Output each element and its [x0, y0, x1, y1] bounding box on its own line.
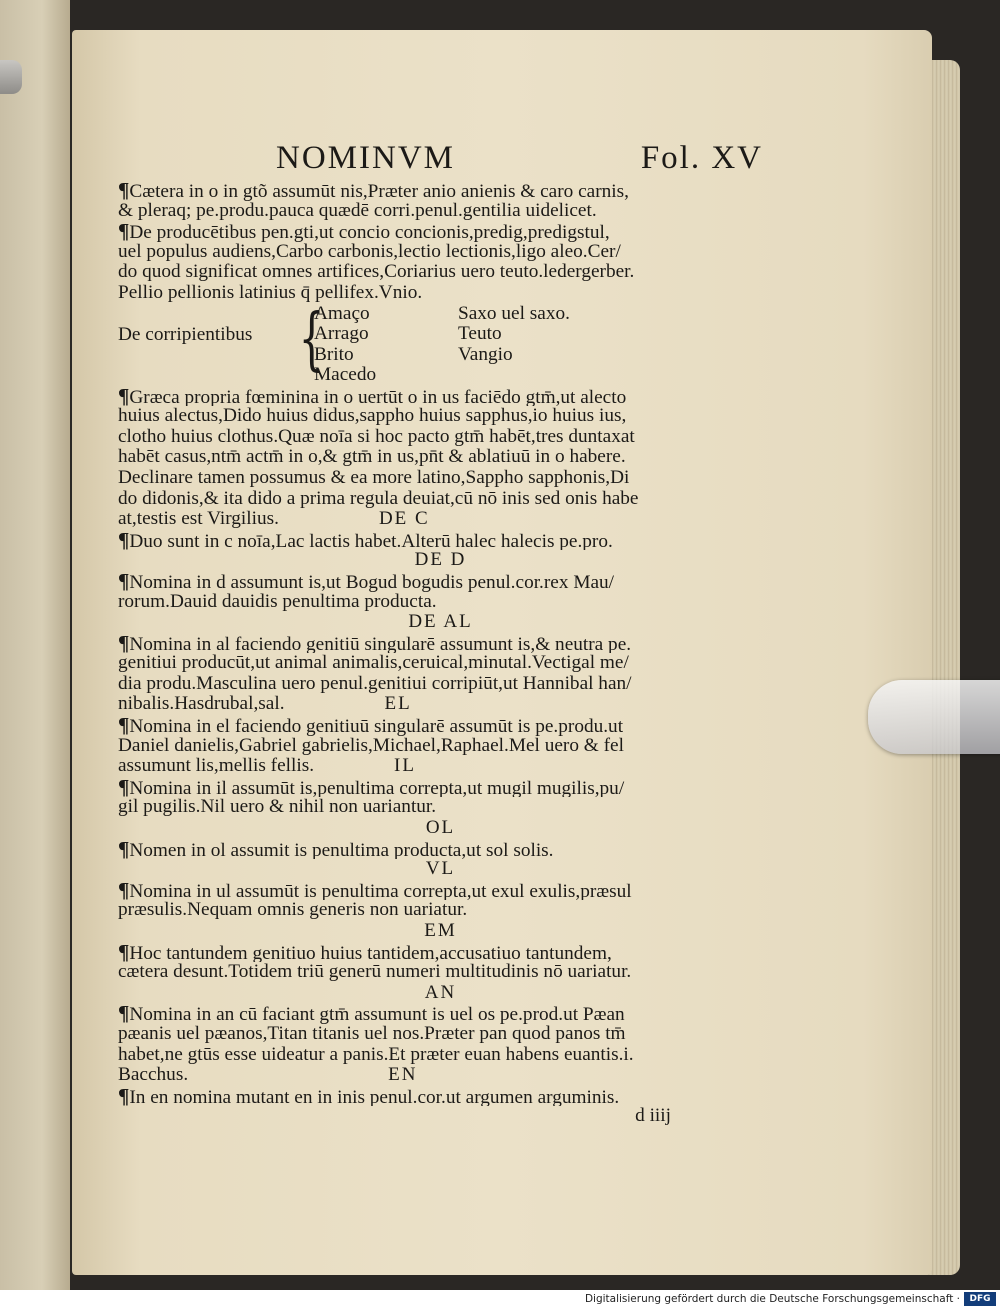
- section-heading-ded: DE D: [414, 550, 467, 571]
- section-heading-an: AN: [424, 982, 457, 1003]
- signature-mark: d iiij: [635, 1106, 671, 1127]
- text-line: gil pugilis.Nil uero & nihil non uariantur.: [118, 797, 437, 818]
- text-line: habet,ne gtūs esse uideatur a panis.Et præter euan habens euantis.i.: [118, 1044, 634, 1065]
- section-heading-em: EM: [424, 921, 457, 941]
- text-line: habēt casus,ntm̄ actm̄ in o,& gtm̄ in us,pn̄t & ablatiuū in o habere.: [118, 447, 626, 468]
- text-line: pæanis uel pæanos,Titan titanis uel nos.Præter pan quod panos tm̄: [118, 1023, 626, 1044]
- text-line: do didonis,& ita dido a prima regula deuiat,cū nō inis sed onis habe: [118, 488, 639, 509]
- text-line: præsulis.Nequam omnis generis non uariatur.: [118, 900, 468, 921]
- text-line: Declinare tamen possumus & ea more latino,Sappho sapphonis,Di: [118, 467, 630, 488]
- text-line: ¶Hoc tantundem genitiuo huius tantidem,accusatiuo tantundem,: [118, 941, 612, 963]
- section-heading-il: IL: [394, 756, 416, 777]
- paragraph-intro: [118, 180, 763, 304]
- text-line: at,testis est Virgilius. DE C: [118, 509, 430, 530]
- section-heading-el: EL: [384, 694, 412, 715]
- text-line: Pellio pellionis latinius q̄ pellifex.Vnio.: [118, 282, 423, 303]
- text-line: cætera desunt.Totidem triū generū numeri multitudinis nō uariatur.: [118, 962, 632, 983]
- text-line: ¶De producētibus pen.gti,ut concio concionis,predig,predigstul,: [118, 221, 610, 242]
- text-line: clotho huius clothus.Quæ noīa si hoc pacto gtm̄ habēt,tres duntaxat: [118, 426, 635, 447]
- folio-number: Fol. XV: [640, 140, 763, 176]
- text-line: ¶Nomina in al faciendo genitiū singularē assumunt is,& neutra pe.: [118, 632, 632, 654]
- brace-column-1: Amaço Arrago Brito Macedo: [314, 302, 377, 386]
- text-line: dia produ.Masculina uero penul.genitiui corripiūt,ut Hannibal han/: [118, 673, 632, 694]
- text-line: & pleraq; pe.produ.pauca quædē corri.penul.gentilia uidelicet.: [118, 200, 597, 221]
- text-line: ¶Græca propria fœminina in o uertūt o in us faciēdo gtm̄,ut alecto: [118, 385, 627, 407]
- text-line: ¶Nomina in el faciendo genitiuū singularē assumūt is pe.produ.ut: [118, 715, 624, 736]
- text-line: nibalis.Hasdrubal,sal. EL: [118, 694, 412, 715]
- digitization-footer: [0, 1290, 1000, 1309]
- text-line: ¶Nomina in an cū faciant gtm̄ assumunt is uel os pe.prod.ut Pæan: [118, 1003, 625, 1024]
- text-line: uel populus audiens,Carbo carbonis,lectio lectionis,ligo aleo.Cer/: [118, 241, 621, 262]
- section-heading-dec: DE C: [378, 509, 430, 530]
- running-header: [118, 140, 763, 180]
- section-heading-en: EN: [388, 1065, 418, 1086]
- text-line: Daniel danielis,Gabriel gabrielis,Michael,Raphael.Mel uero & fel: [118, 735, 624, 756]
- brace-label: De corripientibus: [118, 323, 253, 345]
- text-line: Bacchus. EN: [118, 1065, 418, 1086]
- text-line: ¶In en nomina mutant en in inis penul.cor.ut argumen arguminis.: [118, 1085, 620, 1107]
- text-line: ¶Nomina in ul assumūt is penultima correpta,ut exul exulis,præsul: [118, 879, 632, 901]
- text-line: rorum.Dauid dauidis penultima producta.: [118, 591, 437, 612]
- brace-column-2: Saxo uel saxo. Teuto Vangio: [458, 302, 570, 365]
- text-line: assumunt lis,mellis fellis. IL: [118, 756, 416, 777]
- dfg-logo: DFG: [964, 1292, 996, 1306]
- text-line: ¶Nomina in d assumunt is,ut Bogud bogudis penul.cor.rex Mau/: [118, 570, 615, 592]
- text-line: ¶Cætera in o in gtõ assumūt nis,Præter anio anienis & caro carnis,: [118, 180, 629, 201]
- brace-list: [118, 299, 763, 386]
- section-heading-ol: OL: [425, 818, 456, 839]
- text-line: huius alectus,Dido huius didus,sappho huius sapphus,io huius ius,: [118, 406, 627, 427]
- text-line: genitiui producūt,ut animal animalis,ceruical,minutal.Vectigal me/: [118, 653, 629, 674]
- printed-text: [118, 140, 763, 1127]
- section-heading-ul: VL: [425, 859, 456, 880]
- scanner-clamp: [868, 680, 1000, 754]
- left-page-edge: [0, 0, 70, 1290]
- brace-glyph: {: [298, 299, 325, 379]
- funding-credit: Digitalisierung gefördert durch die Deutsche Forschungsgemeinschaft ·: [584, 1293, 960, 1305]
- paragraph-graeca: [118, 386, 763, 530]
- bookmark-ribbon: [0, 60, 22, 94]
- text-line: ¶Nomina in il assumūt is,penultima correpta,ut mugil mugilis,pu/: [118, 776, 625, 798]
- text-line: do quod significat omnes artifices,Coriarius uero teuto.ledergerber.: [118, 262, 635, 283]
- text-line: ¶Duo sunt in c noīa,Lac lactis habet.Alterū halec halecis pe.pro.: [118, 529, 613, 551]
- header-title: NOMINVM: [276, 140, 455, 176]
- section-heading-deal: DE AL: [408, 612, 473, 633]
- text-line: ¶Nomen in ol assumit is penultima producta,ut sol solis.: [118, 838, 554, 860]
